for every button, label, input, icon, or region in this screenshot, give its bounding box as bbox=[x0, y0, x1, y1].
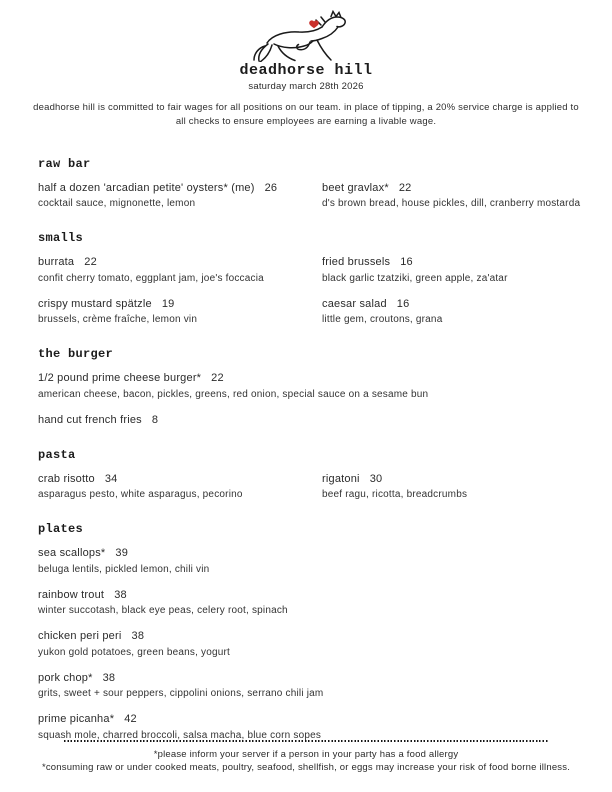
item-name: crispy mustard spätzle bbox=[38, 297, 152, 310]
item-price: 34 bbox=[104, 472, 118, 485]
item-description: beluga lentils, pickled lemon, chili vin bbox=[38, 563, 210, 575]
section-pasta bbox=[38, 448, 592, 501]
item-name: hand cut french fries bbox=[38, 413, 142, 426]
item-description: winter succotash, black eye peas, celery root, spinach bbox=[38, 605, 288, 616]
section-title: the burger bbox=[38, 347, 114, 361]
menu-item-burrata bbox=[38, 256, 322, 284]
menu-footer bbox=[0, 740, 612, 775]
menu-item-chicken-peri-peri bbox=[38, 630, 592, 658]
item-price: 38 bbox=[131, 630, 145, 642]
item-description: american cheese, bacon, pickles, greens, red onion, special sauce on a sesame bun bbox=[38, 388, 429, 400]
item-description: grits, sweet + sour peppers, cippolini onions, serrano chili jam bbox=[38, 688, 324, 699]
allergy-footnote: *please inform your server if a person in your party has a food allergy bbox=[153, 749, 459, 761]
item-name: crab risotto bbox=[38, 472, 95, 485]
item-price: 22 bbox=[84, 256, 97, 268]
menu-item-caesar-salad bbox=[322, 298, 592, 326]
item-name: prime picanha* bbox=[38, 713, 115, 725]
menu-item-rigatoni bbox=[322, 473, 592, 501]
item-name: burrata bbox=[38, 256, 75, 268]
service-charge-notice bbox=[0, 101, 612, 130]
item-description: asparagus pesto, white asparagus, pecorino bbox=[38, 489, 243, 500]
item-name: 1/2 pound prime cheese burger* bbox=[38, 372, 202, 384]
consumption-footnote: *consuming raw or under cooked meats, poultry, seafood, shellfish, or eggs may increase your risk of food borne illness. bbox=[41, 762, 571, 774]
menu-item-rainbow-trout bbox=[38, 589, 592, 617]
item-description: cocktail sauce, mignonette, lemon bbox=[38, 198, 196, 209]
menu-body bbox=[0, 157, 612, 741]
item-name: rainbow trout bbox=[38, 588, 105, 601]
horse-with-heart-icon bbox=[0, 10, 612, 60]
item-price: 19 bbox=[161, 297, 175, 310]
menu-item-oysters bbox=[38, 182, 322, 210]
restaurant-title: deadhorse hill bbox=[239, 62, 373, 79]
menu-item-spatzle bbox=[38, 298, 322, 326]
menu-item-fried-brussels bbox=[322, 256, 592, 284]
section-the-burger bbox=[38, 347, 592, 426]
item-description: little gem, croutons, grana bbox=[322, 314, 443, 325]
menu-header bbox=[0, 0, 612, 130]
section-title: smalls bbox=[38, 231, 84, 245]
item-description: yukon gold potatoes, green beans, yogurt bbox=[38, 646, 231, 658]
item-description: squash mole, charred broccoli, salsa macha, blue corn sopes bbox=[38, 729, 322, 741]
item-price: 26 bbox=[264, 181, 278, 194]
item-description: brussels, crème fraîche, lemon vin bbox=[38, 314, 198, 325]
section-raw-bar bbox=[38, 157, 592, 210]
menu-item-cheese-burger bbox=[38, 372, 592, 400]
notice-line-2: all checks to ensure employees are earning a livable wage. bbox=[175, 116, 437, 128]
item-name: half a dozen 'arcadian petite' oysters* (me) bbox=[38, 181, 255, 194]
item-price: 16 bbox=[396, 297, 410, 310]
item-name: caesar salad bbox=[322, 297, 387, 310]
section-title: raw bar bbox=[38, 156, 91, 171]
item-name: rigatoni bbox=[322, 472, 360, 485]
item-price: 22 bbox=[398, 181, 412, 194]
menu-item-pork-chop bbox=[38, 672, 592, 700]
menu-item-beet-gravlax bbox=[322, 182, 592, 210]
menu-item-prime-picanha bbox=[38, 713, 592, 741]
section-title: pasta bbox=[38, 447, 76, 462]
item-description: black garlic tzatziki, green apple, za'atar bbox=[322, 272, 508, 284]
section-title: plates bbox=[38, 522, 84, 536]
item-price: 38 bbox=[114, 588, 127, 601]
item-price: 38 bbox=[102, 671, 116, 684]
heart-icon bbox=[309, 20, 319, 28]
section-smalls bbox=[38, 231, 592, 325]
item-price: 39 bbox=[115, 547, 129, 559]
item-price: 30 bbox=[369, 472, 383, 485]
menu-item-french-fries bbox=[38, 414, 592, 426]
menu-date: saturday march 28th 2026 bbox=[248, 81, 364, 92]
item-description: d's brown bread, house pickles, dill, cranberry mostarda bbox=[322, 198, 581, 209]
item-name: pork chop* bbox=[38, 671, 93, 684]
notice-line-1: deadhorse hill is committed to fair wages for all positions on our team. in place of tipping, a 20% service charge is applied to bbox=[33, 102, 579, 113]
item-price: 42 bbox=[124, 713, 137, 725]
item-name: sea scallops* bbox=[38, 547, 106, 559]
dotted-divider bbox=[64, 740, 548, 742]
item-price: 16 bbox=[400, 256, 413, 268]
item-description: confit cherry tomato, eggplant jam, joe's foccacia bbox=[38, 272, 264, 284]
item-description: beef ragu, ricotta, breadcrumbs bbox=[322, 489, 468, 500]
item-name: fried brussels bbox=[322, 256, 391, 268]
section-plates bbox=[38, 522, 592, 741]
item-name: beet gravlax* bbox=[322, 181, 389, 194]
item-price: 22 bbox=[211, 372, 224, 384]
menu-item-sea-scallops bbox=[38, 547, 592, 575]
item-name: chicken peri peri bbox=[38, 630, 122, 642]
item-price: 8 bbox=[151, 413, 159, 426]
menu-item-crab-risotto bbox=[38, 473, 322, 501]
